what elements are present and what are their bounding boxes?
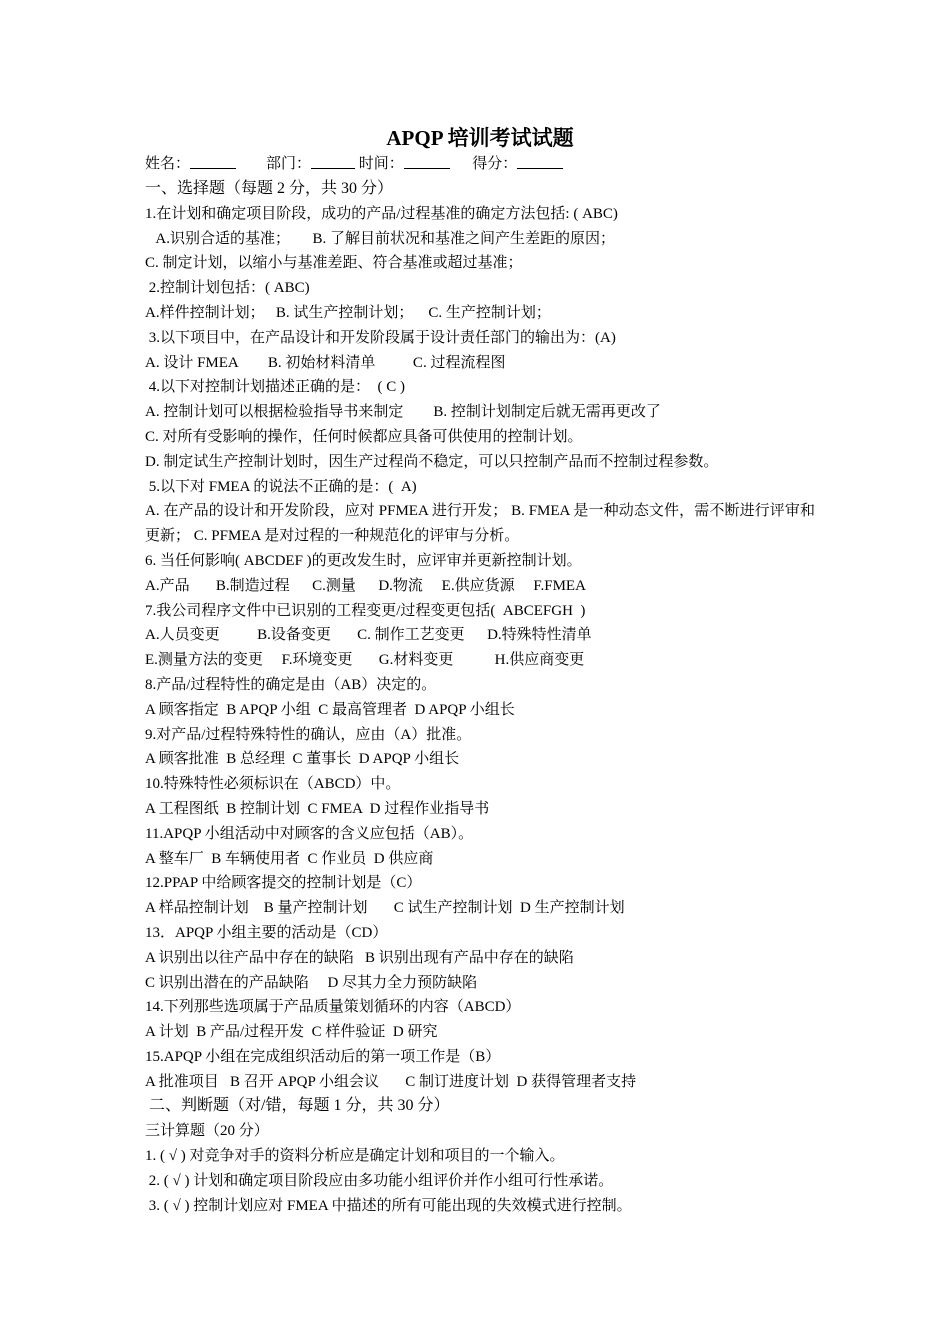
- score-label: 得分：: [472, 156, 518, 172]
- text-line: 1.在计划和确定项目阶段，成功的产品/过程基准的确定方法包括: ( ABC): [145, 205, 618, 222]
- text-line: A. 控制计划可以根据检验指导书来制定 B. 控制计划制定后就无需再更改了: [145, 404, 661, 421]
- section-heading: 一、选择题（每题 2 分，共 30 分）: [145, 180, 394, 197]
- text-line: A. 在产品的设计和开发阶段，应对 PFMEA 进行开发； B. FMEA 是一种动态文件，需不断进行评审和更新； C. PFMEA 是对过程的一种规范化的评审与分析。: [145, 503, 815, 545]
- text-line: A 计划 B 产品/过程开发 C 样件验证 D 研究: [145, 1024, 438, 1041]
- text-line: 4.以下对控制计划描述正确的是： ( C ): [145, 379, 405, 396]
- text-line: 2.控制计划包括：( ABC): [145, 280, 310, 297]
- text-line: A.人员变更 B.设备变更 C. 制作工艺变更 D.特殊特性清单: [145, 627, 592, 644]
- text-line: C. 对所有受影响的操作，任何时候都应具备可供使用的控制计划。: [145, 428, 583, 445]
- text-line: 3. ( √ ) 控制计划应对 FMEA 中描述的所有可能出现的失效模式进行控制。: [145, 1197, 632, 1214]
- question-list: [145, 177, 815, 1218]
- text-line: 1. ( √ ) 对竞争对手的资料分析应是确定计划和项目的一个输入。: [145, 1148, 565, 1165]
- document-title: APQP 培训考试试题: [386, 126, 574, 150]
- header-fields-row: [145, 152, 815, 177]
- text-line: 6. 当任何影响( ABCDEF )的更改发生时，应评审并更新控制计划。: [145, 552, 582, 569]
- text-line: 7.我公司程序文件中已识别的工程变更/过程变更包括( ABCEFGH ): [145, 602, 586, 619]
- text-line: 9.对产品/过程特殊特性的确认，应由（A）批准。: [145, 726, 472, 743]
- section-heading: 二、判断题（对/错，每题 1 分，共 30 分）: [145, 1097, 450, 1115]
- text-line: 15.APQP 小组在完成组织活动后的第一项工作是（B）: [145, 1048, 501, 1065]
- name-label: 姓名：: [145, 156, 191, 172]
- text-line: A 样品控制计划 B 量产控制计划 C 试生产控制计划 D 生产控制计划: [145, 900, 625, 917]
- text-line: E.测量方法的变更 F.环境变更 G.材料变更 H.供应商变更: [145, 652, 585, 669]
- text-line: A.产品 B.制造过程 C.测量 D.物流 E.供应货源 F.FMEA: [145, 577, 586, 594]
- text-line: 5.以下对 FMEA 的说法不正确的是：( A): [145, 478, 417, 495]
- time-label: 时间：: [358, 156, 404, 172]
- text-line: A.识别合适的基准； B. 了解目前状况和基准之间产生差距的原因；: [145, 230, 616, 247]
- text-line: 11.APQP 小组活动中对顾客的含义应包括（AB）。: [145, 825, 474, 842]
- text-line: 2. ( √ ) 计划和确定项目阶段应由多功能小组评价并作小组可行性承诺。: [145, 1172, 614, 1189]
- name-blank[interactable]: [190, 153, 236, 169]
- text-line: A 顾客批准 B 总经理 C 董事长 D APQP 小组长: [145, 751, 460, 768]
- exam-document: [145, 123, 815, 1218]
- text-line: 3.以下项目中，在产品设计和开发阶段属于设计责任部门的输出为：(A): [145, 329, 616, 346]
- text-line: 13．APQP 小组主要的活动是（CD）: [145, 924, 388, 941]
- dept-label: 部门：: [266, 156, 312, 172]
- dept-blank[interactable]: [311, 153, 355, 169]
- text-line: A 识别出以往产品中存在的缺陷 B 识别出现有产品中存在的缺陷: [145, 949, 574, 966]
- text-line: A 工程图纸 B 控制计划 C FMEA D 过程作业指导书: [145, 800, 490, 817]
- text-line: C. 制定计划，以缩小与基准差距、符合基准或超过基准；: [145, 255, 523, 272]
- text-line: 12.PPAP 中给顾客提交的控制计划是（C）: [145, 875, 422, 892]
- text-line: C 识别出潜在的产品缺陷 D 尽其力全力预防缺陷: [145, 974, 478, 991]
- text-line: 三计算题（20 分）: [145, 1123, 269, 1140]
- text-line: A 整车厂 B 车辆使用者 C 作业员 D 供应商: [145, 850, 434, 867]
- text-line: 8.产品/过程特性的确定是由（AB）决定的。: [145, 676, 437, 693]
- text-line: D. 制定试生产控制计划时，因生产过程尚不稳定，可以只控制产品而不控制过程参数。: [145, 453, 719, 470]
- text-line: A.样件控制计划； B. 试生产控制计划； C. 生产控制计划；: [145, 304, 551, 321]
- text-line: 14.下列那些选项属于产品质量策划循环的内容（ABCD）: [145, 999, 521, 1016]
- text-line: A 顾客指定 B APQP 小组 C 最高管理者 D APQP 小组长: [145, 701, 515, 718]
- text-line: 10.特殊特性必须标识在（ABCD）中。: [145, 776, 401, 793]
- time-blank[interactable]: [404, 153, 450, 169]
- text-line: A. 设计 FMEA B. 初始材料清单 C. 过程流程图: [145, 354, 506, 371]
- text-line: A 批准项目 B 召开 APQP 小组会议 C 制订进度计划 D 获得管理者支持: [145, 1073, 637, 1090]
- score-blank[interactable]: [517, 153, 563, 169]
